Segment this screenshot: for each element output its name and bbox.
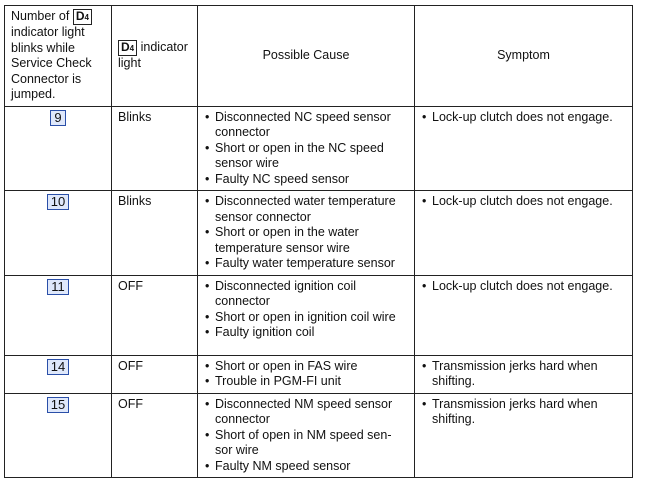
cause-item: • Short or open in FAS wire (204, 359, 408, 375)
symptom-list (421, 397, 626, 428)
symptom-list (421, 279, 626, 295)
cause-item: • Trouble in PGM-FI unit (204, 374, 408, 390)
symptom-list (421, 110, 626, 126)
symptom-item: • Transmission jerks hard when shifting. (421, 397, 626, 428)
symptom-list (421, 194, 626, 210)
symptom-list (421, 359, 626, 390)
header-possible-cause: Possible Cause (198, 6, 415, 107)
d4-indicator-label: D4 (118, 40, 137, 56)
table-row (5, 275, 633, 355)
cause-item: • Short or open in the water temperature sensor wire (204, 225, 408, 256)
table-row (5, 393, 633, 478)
blink-code-link[interactable]: 14 (47, 359, 69, 375)
header-blink-count-rest: indicator light blinks while Service Check Connector is jumped. (11, 25, 92, 101)
table-row (5, 191, 633, 276)
cause-item: • Faulty ignition coil (204, 325, 408, 341)
blink-code-link[interactable]: 15 (47, 397, 69, 413)
cause-item: • Faulty NC speed sensor (204, 172, 408, 188)
table-header-row (5, 6, 633, 107)
indicator-state: OFF (112, 355, 198, 393)
diagnosis-table (4, 5, 633, 478)
symptom-item: • Lock-up clutch does not engage. (421, 279, 626, 295)
cause-list (204, 279, 408, 341)
cause-list (204, 359, 408, 390)
cause-list (204, 397, 408, 475)
header-blink-count (5, 6, 112, 107)
cause-item: • Disconnected ignition coil connector (204, 279, 408, 310)
indicator-state: OFF (112, 393, 198, 478)
cause-item: • Short of open in NM speed sen- sor wire (204, 428, 408, 459)
cause-item: • Disconnected water temperature sensor connector (204, 194, 408, 225)
header-indicator-light (112, 6, 198, 107)
indicator-state: Blinks (112, 191, 198, 276)
table-row (5, 106, 633, 191)
cause-list (204, 110, 408, 188)
table-row (5, 355, 633, 393)
symptom-item: • Lock-up clutch does not engage. (421, 194, 626, 210)
symptom-item: • Lock-up clutch does not engage. (421, 110, 626, 126)
blink-code-link[interactable]: 9 (50, 110, 65, 126)
cause-item: • Faulty water temperature sensor (204, 256, 408, 272)
header-indicator-light-rest: indicator light (118, 40, 188, 70)
blink-code-link[interactable]: 10 (47, 194, 69, 210)
cause-item: • Short or open in the NC speed sensor wire (204, 141, 408, 172)
indicator-state: OFF (112, 275, 198, 355)
cause-item: • Disconnected NM speed sensor connector (204, 397, 408, 428)
cause-item: • Faulty NM speed sensor (204, 459, 408, 475)
cause-item: • Short or open in ignition coil wire (204, 310, 408, 326)
cause-item: • Disconnected NC speed sensor connector (204, 110, 408, 141)
header-symptom: Symptom (415, 6, 633, 107)
header-blink-count-lead: Number of (11, 9, 70, 23)
d4-indicator-label: D4 (73, 9, 92, 25)
blink-code-link[interactable]: 11 (47, 279, 69, 295)
cause-list (204, 194, 408, 272)
symptom-item: • Transmission jerks hard when shifting. (421, 359, 626, 390)
indicator-state: Blinks (112, 106, 198, 191)
